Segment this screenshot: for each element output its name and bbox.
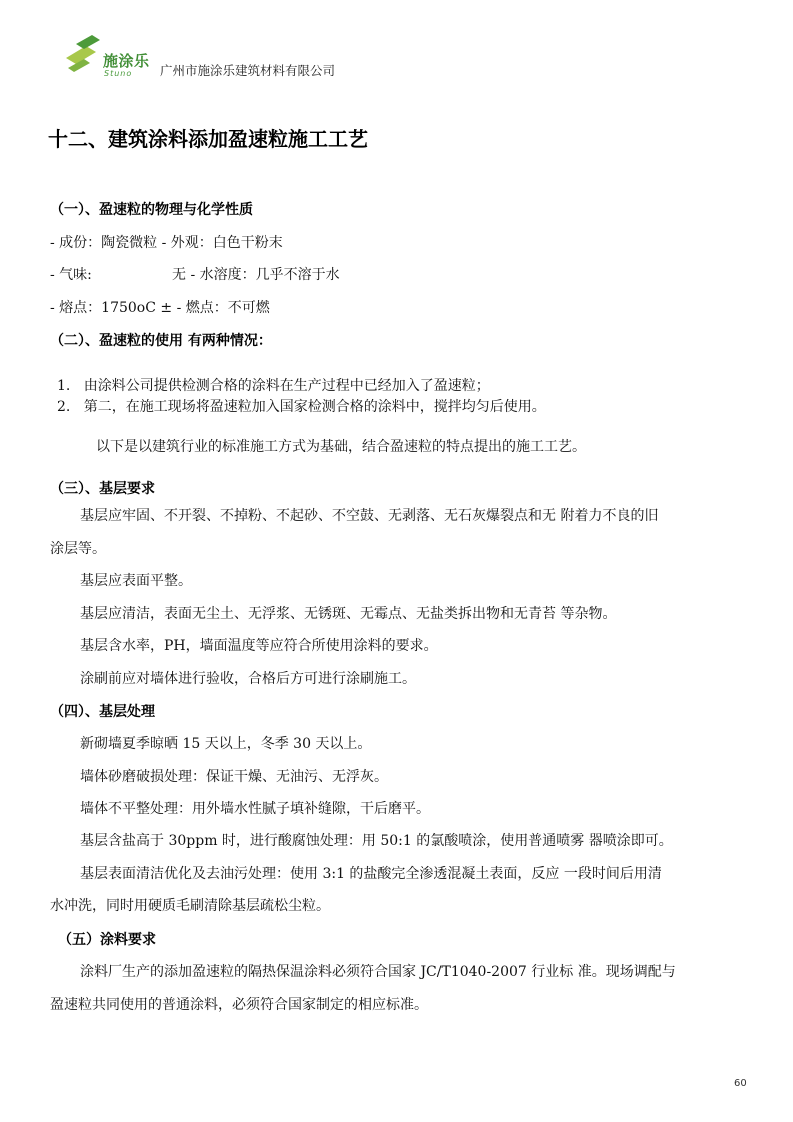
section-1-heading: （一）、盈速粒的物理与化学性质 — [50, 202, 253, 218]
section-5-line: 涂料厂生产的添加盈速粒的隔热保温涂料必须符合国家 JC/T1040-2007 行业标 准。现场调配与 — [80, 964, 676, 980]
section-1-line: - 气味: 无 - 水溶度：几乎不溶于水 — [50, 267, 340, 283]
company-name: 广州市施涂乐建筑材料有限公司 — [160, 63, 336, 78]
section-4-line: 新砌墙夏季晾晒 15 天以上，冬季 30 天以上。 — [80, 736, 372, 752]
brand-name-en: Stuno — [104, 69, 133, 78]
section-2-note: 以下是以建筑行业的标准施工方式为基础，结合盈速粒的特点提出的施工工艺。 — [96, 439, 586, 455]
section-4-line: 基层含盐高于 30ppm 时，进行酸腐蚀处理：用 50:1 的氯酸喷涂，使用普通喷雾 器喷涂即可。 — [80, 833, 673, 849]
section-3-line: 基层应牢固、不开裂、不掉粉、不起砂、不空鼓、无剥落、无石灰爆裂点和无 附着力不良的旧 — [80, 508, 659, 524]
section-4-line: 墙体砂磨破损处理：保证干燥、无油污、无浮灰。 — [80, 769, 388, 785]
page-header — [60, 32, 460, 82]
section-4-line: 基层表面清洁优化及去油污处理：使用 3:1 的盐酸完全渗透混凝土表面，反应 一段时间后用清 — [80, 866, 662, 882]
section-4-line: 墙体不平整处理：用外墙水性腻子填补缝隙，干后磨平。 — [80, 801, 430, 817]
section-4-line: 水冲洗，同时用硬质毛刷清除基层疏松尘粒。 — [50, 898, 330, 914]
page-title: 十二、建筑涂料添加盈速粒施工工艺 — [48, 127, 368, 151]
brand-name-cn: 施涂乐 — [103, 52, 150, 70]
section-3-line: 基层应清洁，表面无尘土、无浮浆、无锈斑、无霉点、无盐类拆出物和无青苔 等杂物。 — [80, 606, 617, 622]
section-3-line: 涂刷前应对墙体进行验收，合格后方可进行涂刷施工。 — [80, 671, 416, 687]
page-number: 60 — [734, 1078, 747, 1089]
section-1-line: - 成份：陶瓷微粒 - 外观：白色干粉末 — [50, 235, 283, 251]
section-2-list-item: 1. 由涂料公司提供检测合格的涂料在生产过程中已经加入了盈速粒； — [57, 378, 490, 394]
section-3-heading: （三）、基层要求 — [50, 481, 155, 497]
section-5-line: 盈速粒共同使用的普通涂料，必须符合国家制定的相应标准。 — [50, 997, 428, 1013]
section-5-heading: （五）涂料要求 — [58, 932, 156, 948]
section-3-line: 涂层等。 — [50, 541, 106, 557]
section-1-line: - 熔点：1750oC ± - 燃点：不可燃 — [50, 300, 270, 316]
section-3-line: 基层含水率，PH，墙面温度等应符合所使用涂料的要求。 — [80, 638, 438, 654]
section-2-heading: （二）、盈速粒的使用 有两种情况： — [50, 333, 272, 349]
section-2-list-item: 2. 第二，在施工现场将盈速粒加入国家检测合格的涂料中，搅拌均匀后使用。 — [57, 399, 546, 415]
section-3-line: 基层应表面平整。 — [80, 573, 192, 589]
section-4-heading: （四）、基层处理 — [50, 704, 155, 720]
